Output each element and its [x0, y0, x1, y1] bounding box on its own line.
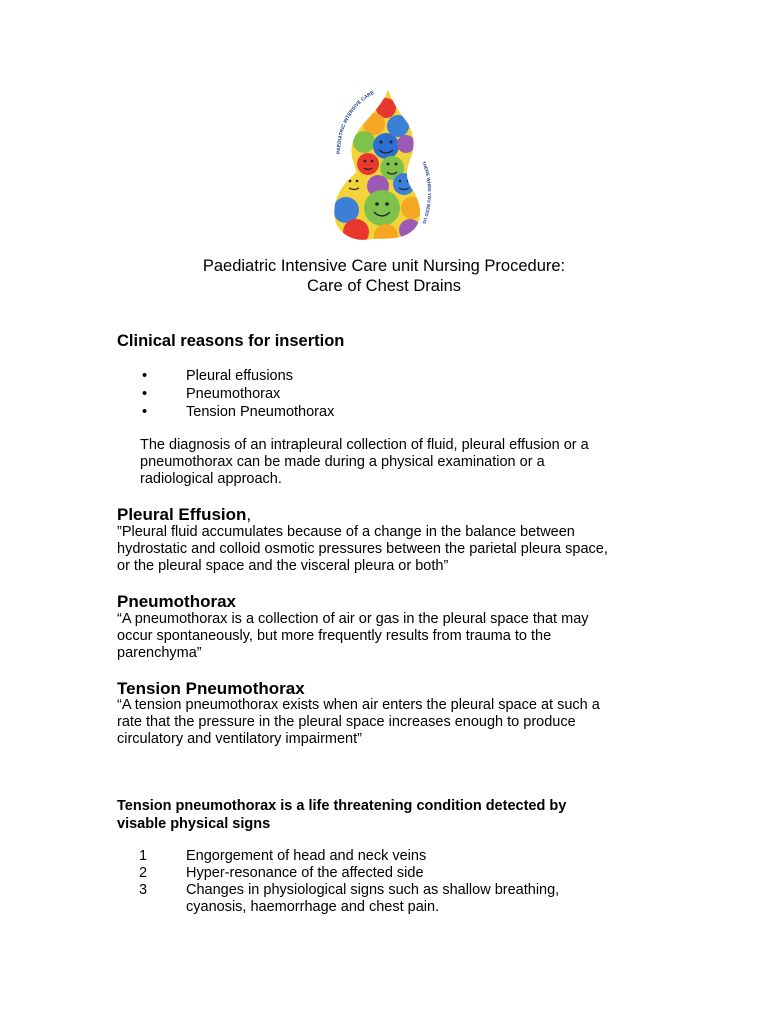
list-item-label: Pleural effusions	[186, 368, 293, 384]
title-line-2: Care of Chest Drains	[306, 277, 462, 295]
paragraph-line: parenchyma”	[117, 645, 202, 661]
pleural-effusion-heading-text: Pleural Effusion	[117, 505, 247, 524]
pleural-effusion-definition	[117, 524, 657, 575]
diagnosis-paragraph	[140, 437, 680, 488]
paragraph-line: hydrostatic and colloid osmotic pressures between the parietal pleura space,	[117, 541, 608, 557]
list-item-label: Tension Pneumothorax	[186, 404, 335, 420]
paragraph-line: The diagnosis of an intrapleural collection of fluid, pleural effusion or a	[140, 437, 589, 453]
pneumothorax-heading: Pneumothorax	[117, 592, 237, 611]
document-title	[0, 256, 768, 296]
life-threat-statement	[117, 797, 566, 833]
list-item	[117, 865, 559, 882]
picu-logo	[326, 84, 442, 244]
list-item	[117, 882, 559, 916]
list-item-label: Changes in physiological signs such as shallow breathing,	[186, 882, 560, 898]
list-item-label: Engorgement of head and neck veins	[186, 848, 427, 864]
bullet-icon: •	[142, 404, 148, 420]
paragraph-line: visable physical signs	[117, 816, 271, 832]
tension-pneumothorax-definition	[117, 697, 657, 748]
physical-signs-list	[117, 848, 559, 916]
logo-arc-text-right: THERE WHEN YOU NEED US	[421, 160, 433, 225]
paragraph-line: radiological approach.	[140, 471, 282, 487]
list-item-label-continued: cyanosis, haemorrhage and chest pain.	[186, 899, 440, 915]
clinical-reasons-heading: Clinical reasons for insertion	[117, 332, 345, 350]
paragraph-line: “A tension pneumothorax exists when air enters the pleural space at such a	[117, 697, 600, 713]
logo-arc-text-left: PAEDIATRIC INTENSIVE CARE	[335, 90, 376, 155]
bullet-icon: •	[142, 368, 148, 384]
pneumothorax-definition	[117, 611, 657, 662]
paragraph-line: occur spontaneously, but more frequently results from trauma to the	[117, 628, 552, 644]
list-number: 2	[139, 865, 148, 881]
paragraph-line: Tension pneumothorax is a life threatening condition detected by	[117, 798, 567, 814]
list-number: 3	[139, 882, 148, 898]
paragraph-line: or the pleural space and the visceral pleura or both”	[117, 558, 449, 574]
list-item-label: Hyper-resonance of the affected side	[186, 865, 424, 881]
list-number: 1	[139, 848, 148, 864]
heading-suffix: ,	[246, 505, 252, 524]
list-item-label: Pneumothorax	[186, 386, 281, 402]
list-item	[117, 848, 559, 865]
tension-pneumothorax-heading: Tension Pneumothorax	[117, 679, 305, 698]
paragraph-line: circulatory and ventilatory impairment”	[117, 731, 362, 747]
paragraph-line: pneumothorax can be made during a physical examination or a	[140, 454, 545, 470]
title-line-1: Paediatric Intensive Care unit Nursing Procedure:	[202, 257, 566, 275]
pleural-effusion-heading	[117, 505, 251, 525]
paragraph-line: “A pneumothorax is a collection of air or gas in the pleural space that may	[117, 611, 589, 627]
paragraph-line: ”Pleural fluid accumulates because of a change in the balance between	[117, 524, 575, 540]
paragraph-line: rate that the pressure in the pleural space increases enough to produce	[117, 714, 576, 730]
bullet-icon: •	[142, 386, 148, 402]
